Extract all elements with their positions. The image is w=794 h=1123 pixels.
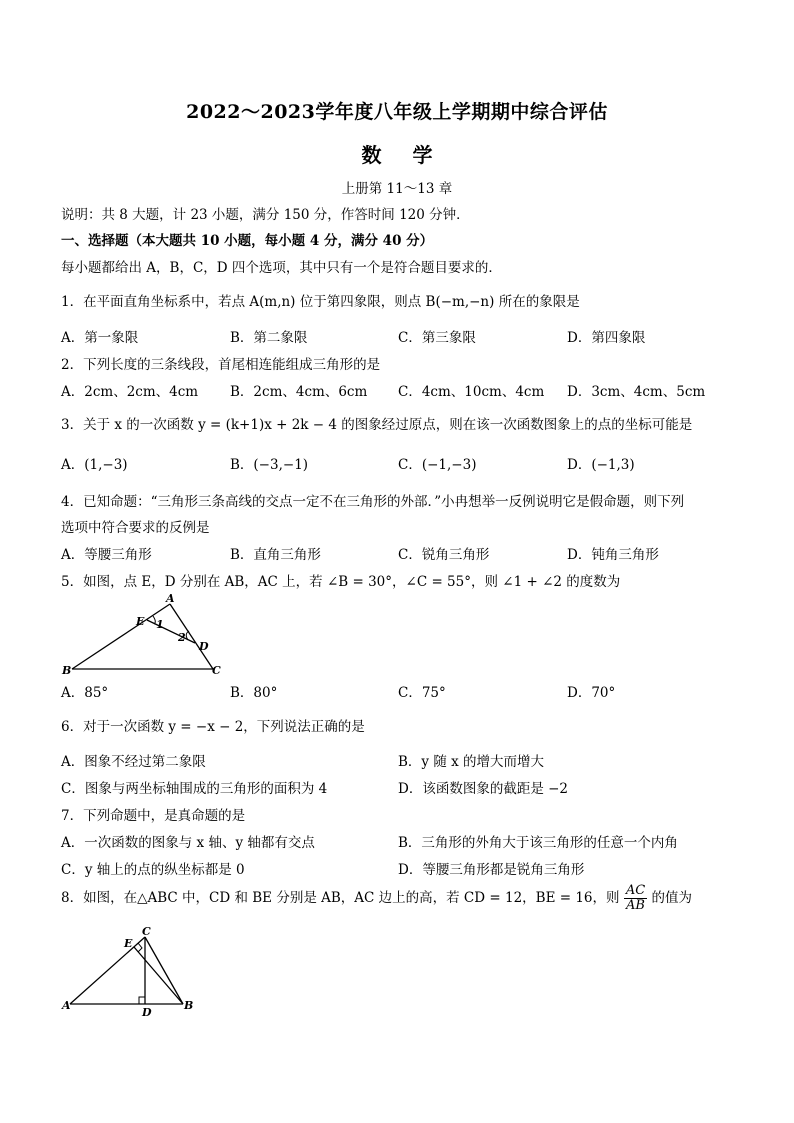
label-c: C: [212, 664, 221, 677]
question-4-option-c: C．锐角三角形: [398, 547, 490, 563]
segment-ba: [72, 604, 170, 669]
question-4-option-b: B．直角三角形: [230, 547, 321, 563]
section-heading: 一、选择题（本大题共 10 小题，每小题 4 分，满分 40 分）: [61, 233, 434, 249]
question-7-option-a: A．一次函数的图象与 x 轴、y 轴都有交点: [61, 835, 315, 851]
question-6-option-c: C．图象与两坐标轴围成的三角形的面积为 4: [61, 781, 328, 797]
question-3-option-c: C．(−1,−3): [398, 457, 477, 473]
question-6-option-b: B．y 随 x 的增大而增大: [398, 754, 545, 770]
question-2-stem: 2．下列长度的三条线段，首尾相连能组成三角形的是: [61, 357, 381, 373]
question-7-option-c: C．y 轴上的点的纵坐标都是 0: [61, 862, 245, 878]
question-3-option-a: A．(1,−3): [61, 457, 128, 473]
exam-title: 2022～2023学年度八年级上学期期中综合评估: [186, 101, 608, 123]
question-1-option-a: A．第一象限: [61, 330, 139, 346]
segment-cb: [145, 937, 183, 1004]
label-b: B: [184, 999, 194, 1012]
question-5-option-c: C．75°: [398, 685, 446, 701]
question-1-option-b: B．第二象限: [230, 330, 308, 346]
label-d: D: [142, 1006, 152, 1017]
question-4-stem-line1: 4．已知命题：“三角形三条高线的交点一定不在三角形的外部．”小冉想举一反例说明它是假命题，则下列: [61, 494, 685, 510]
question-6-option-d: D．该函数图象的截距是 −2: [398, 781, 569, 797]
question-6-stem: 6．对于一次函数 y = −x − 2，下列说法正确的是: [61, 719, 365, 735]
subject-title: 数 学: [361, 143, 433, 167]
question-1-option-c: C．第三象限: [398, 330, 476, 346]
question-4-option-a: A．等腰三角形: [61, 547, 152, 563]
question-8-figure: [60, 925, 210, 1017]
label-e: E: [136, 615, 145, 628]
question-3-stem: 3．关于 x 的一次函数 y = (k+1)x + 2k − 4 的图象经过原点，则在该一次函数图象上的点的坐标可能是: [61, 417, 693, 433]
question-7-option-d: D．等腰三角形都是锐角三角形: [398, 862, 585, 878]
question-2-option-b: B．2cm、4cm、6cm: [230, 384, 368, 400]
question-7-option-b: B．三角形的外角大于该三角形的任意一个内角: [398, 835, 678, 851]
question-5-option-a: A．85°: [61, 685, 109, 701]
question-4-stem-line2: 选项中符合要求的反例是: [61, 520, 210, 536]
segment-ac: [70, 937, 145, 1004]
section-instruction: 每小题都给出 A，B，C，D 四个选项，其中只有一个是符合题目要求的．: [61, 260, 502, 276]
question-1-option-d: D．第四象限: [567, 330, 646, 346]
question-5-figure: [60, 592, 230, 680]
question-6-option-a: A．图象不经过第二象限: [61, 754, 206, 770]
question-1-stem: 1．在平面直角坐标系中，若点 A(m,n) 位于第四象限，则点 B(−m,−n) 所在的象限是: [61, 294, 580, 310]
question-5-option-b: B．80°: [230, 685, 278, 701]
question-8-fraction: [624, 884, 647, 913]
question-2-option-c: C．4cm、10cm、4cm: [398, 384, 545, 400]
question-3-option-d: D．(−1,3): [567, 457, 635, 473]
fraction-numerator: AC: [625, 883, 646, 898]
label-angle-2: 2: [178, 631, 186, 644]
right-angle-d: [139, 997, 145, 1004]
label-a: A: [166, 592, 175, 605]
right-angle-e: [138, 943, 142, 952]
label-angle-1: 1: [156, 618, 164, 631]
question-2-option-d: D．3cm、4cm、5cm: [567, 384, 706, 400]
fraction-denominator: AB: [626, 898, 645, 913]
segment-ac: [170, 604, 213, 669]
question-4-option-d: D．钝角三角形: [567, 547, 659, 563]
exam-scope: 上册第 11～13 章: [341, 181, 453, 197]
question-8-stem: [61, 884, 692, 913]
exam-note: 说明：共 8 大题，计 23 小题，满分 150 分，作答时间 120 分钟．: [61, 207, 470, 223]
label-a: A: [62, 999, 71, 1012]
question-8-stem-tail: 的值为: [651, 890, 692, 906]
altitude-be: [134, 947, 183, 1004]
question-3-option-b: B．(−3,−1): [230, 457, 309, 473]
question-2-option-a: A．2cm、2cm、4cm: [61, 384, 199, 400]
label-b: B: [62, 664, 72, 677]
question-8-stem-text: 8．如图，在△ABC 中，CD 和 BE 分别是 AB，AC 边上的高，若 CD = 12，BE = 16，则: [61, 890, 620, 906]
label-c: C: [142, 925, 151, 938]
question-5-option-d: D．70°: [567, 685, 616, 701]
question-7-stem: 7．下列命题中，是真命题的是: [61, 808, 246, 824]
label-e: E: [124, 937, 133, 950]
label-d: D: [199, 640, 209, 653]
question-5-stem: 5．如图，点 E，D 分别在 AB，AC 上，若 ∠B = 30°，∠C = 55°，则 ∠1 + ∠2 的度数为: [61, 574, 621, 590]
